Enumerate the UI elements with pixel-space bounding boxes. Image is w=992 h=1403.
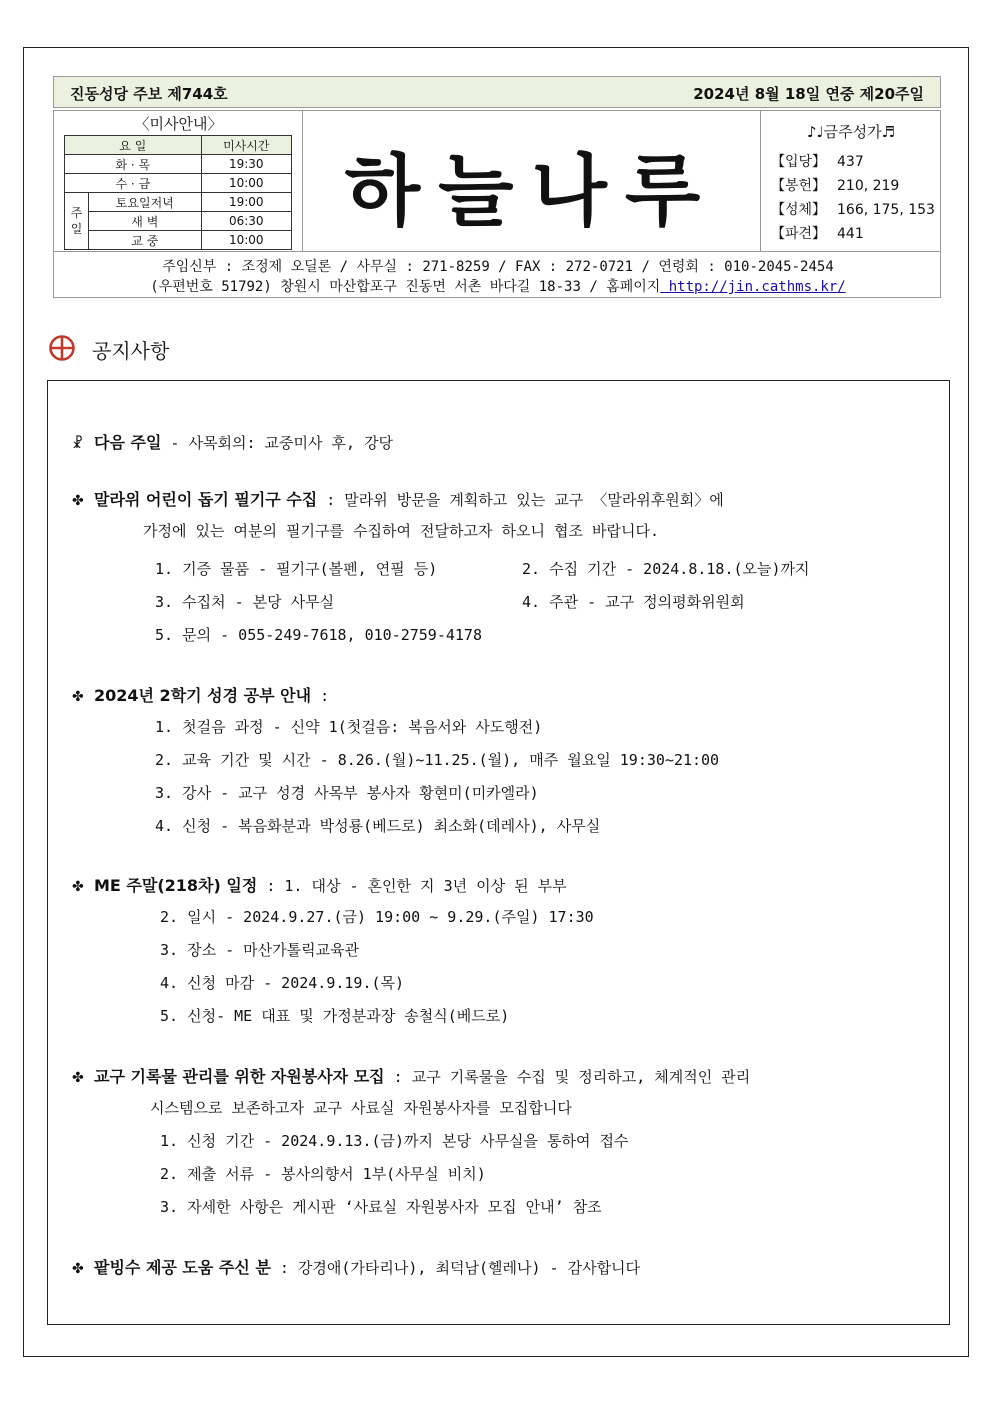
hymn-communion: 【성체】 166, 175, 153 [771,202,935,218]
list-item: 3. 수집처 - 본당 사무실 [155,593,335,611]
notice-malawi: ✤ 말라위 어린이 돕기 필기구 수집 : 말라위 방문을 계획하고 있는 교구 〈말라위후원회〉에 [72,490,724,509]
bulletin-header-bar [53,76,941,108]
bullet-icon: ✤ [72,1070,84,1086]
list-item: 3. 강사 - 교구 성경 사목부 봉사자 황현미(미카엘라) [155,784,539,802]
mass-day: 화 · 목 [65,155,202,174]
notice-thanks: ✤ 팥빙수 제공 도움 주신 분 : 강경애(가타리나), 최덕남(헬레나) - 감사합니다 [72,1258,641,1277]
bulletin-date: 2024년 8월 18일 연중 제20주일 [693,85,924,103]
bullet-icon: ✤ [72,879,84,895]
list-item: 1. 신청 기간 - 2024.9.13.(금)까지 본당 사무실을 통하여 접수 [160,1132,629,1150]
list-item: 2. 제출 서류 - 봉사의향서 1부(사무실 비치) [160,1165,486,1183]
mass-day: 새 벽 [89,212,202,231]
mass-schedule [54,111,303,251]
bulletin-number: 진동성당 주보 제744호 [70,85,228,103]
mass-day: 교 중 [89,231,202,250]
notice-archive-cont: 시스템으로 보존하고자 교구 사료실 자원봉사자를 모집합니다 [150,1099,572,1117]
notice-next-sunday: ☧ 다음 주일 - 사목회의: 교중미사 후, 강당 [72,433,394,452]
contact-line-2: (우편번호 51792) 창원시 마산합포구 진동면 서촌 바다길 18-33 / 홈페이지 http://jin.cathms.kr/ [150,279,846,295]
notice-heading-label: 공지사항 [92,339,170,363]
list-item: 4. 주관 - 교구 정의평화위원회 [522,593,745,611]
list-item: 2. 교육 기간 및 시간 - 8.26.(월)~11.25.(월), 매주 월요일 19:30~21:00 [155,751,720,769]
hymn-offertory: 【봉헌】 210, 219 [771,178,900,194]
mass-time: 19:30 [201,155,291,174]
hymn-title: ♪♩금주성가♬ [806,123,896,141]
list-item: 4. 신청 - 복음화분과 박성룡(베드로) 최소화(데레사), 사무실 [155,817,601,835]
cross-circle-icon [48,334,76,362]
contact-line-1: 주임신부 : 조정제 오딜론 / 사무실 : 271-8259 / FAX : 272-0721 / 연령회 : 010-2045-2454 [162,259,834,275]
bullet-icon: ✤ [72,689,84,705]
notice-me-weekend: ✤ ME 주말(218차) 일정 : 1. 대상 - 혼인한 지 3년 이상 된 부부 [72,876,567,895]
sunday-label: 주일 [65,193,89,250]
hymn-entrance: 【입당】 437 [771,154,864,170]
notice-bible-study: ✤ 2024년 2학기 성경 공부 안내 : [72,686,330,705]
list-item: 5. 문의 - 055-249-7618, 010-2759-4178 [155,626,482,644]
mass-time: 10:00 [201,174,291,193]
mass-day: 토요일저녁 [89,193,202,212]
notice-malawi-cont: 가정에 있는 여분의 필기구를 수집하여 전달하고자 하오니 협조 바랍니다. [143,522,659,540]
bullet-icon: ✤ [72,493,84,509]
hymn-list [760,111,940,251]
list-item: 5. 신청- ME 대표 및 가정분과장 송철식(베드로) [160,1007,510,1025]
list-item: 2. 수집 기간 - 2024.8.18.(오늘)까지 [522,560,810,578]
list-item: 1. 첫걸음 과정 - 신약 1(첫걸음: 복음서와 사도행전) [155,718,543,736]
list-item: 3. 자세한 사항은 게시판 ‘사료실 자원봉사자 모집 안내’ 참조 [160,1198,602,1216]
title-area [303,111,760,251]
bullet-icon: ✤ [72,1261,84,1277]
mass-day: 수 · 금 [65,174,202,193]
mass-col-time: 미사시간 [201,136,291,155]
contact-info [53,252,941,298]
mass-schedule-table [64,135,292,250]
mass-time: 06:30 [201,212,291,231]
masthead [53,110,941,252]
bulletin-title: 하늘나루 [344,146,719,237]
notice-archive-volunteers: ✤ 교구 기록물 관리를 위한 자원봉사자 모집 : 교구 기록물을 수집 및 정리하고, 체계적인 관리 [72,1067,751,1086]
hymn-recessional: 【파견】 441 [771,226,864,242]
homepage-link[interactable]: http://jin.cathms.kr/ [660,279,846,295]
mass-schedule-title: 〈미사안내〉 [134,115,223,133]
mass-col-day: 요 일 [65,136,202,155]
list-item: 1. 기증 물품 - 필기구(볼펜, 연필 등) [155,560,438,578]
list-item: 2. 일시 - 2024.9.27.(금) 19:00 ~ 9.29.(주일) 17:30 [160,908,594,926]
mass-time: 19:00 [201,193,291,212]
mass-time: 10:00 [201,231,291,250]
chi-rho-icon: ☧ [72,436,83,452]
list-item: 4. 신청 마감 - 2024.9.19.(목) [160,974,405,992]
list-item: 3. 장소 - 마산가톨릭교육관 [160,941,360,959]
